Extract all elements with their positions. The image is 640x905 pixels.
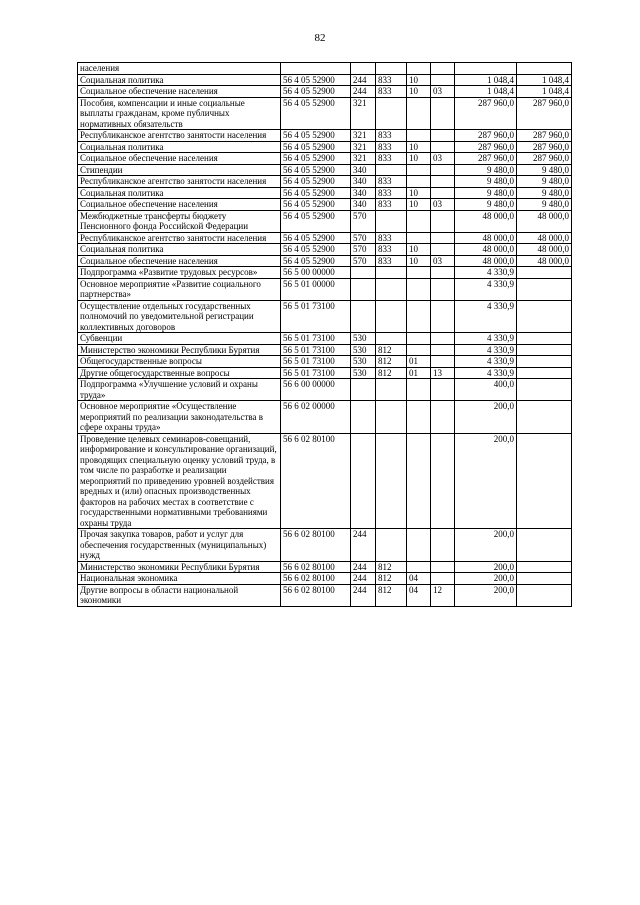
cell-subsection (431, 433, 455, 529)
table-row (78, 199, 572, 211)
cell-amount: 4 330,9 (455, 278, 517, 300)
cell-target-code: 56 4 05 52900 (281, 97, 351, 130)
table-row (78, 344, 572, 356)
cell-name: Общегосударственные вопросы (78, 356, 281, 368)
cell-expense-type: 570 (351, 244, 376, 256)
cell-expense-type (351, 379, 376, 401)
cell-subsection (431, 561, 455, 573)
cell-amount: 4 330,9 (455, 367, 517, 379)
cell-target-code: 56 5 01 00000 (281, 278, 351, 300)
cell-name: Национальная экономика (78, 573, 281, 585)
cell-amount-2 (517, 584, 572, 606)
cell-amount-2 (517, 356, 572, 368)
cell-expense-type: 244 (351, 573, 376, 585)
cell-amount: 9 480,0 (455, 176, 517, 188)
cell-amount: 200,0 (455, 529, 517, 562)
cell-amount-2: 287 960,0 (517, 141, 572, 153)
cell-section (407, 232, 431, 244)
cell-amount-2: 287 960,0 (517, 97, 572, 130)
table-row (78, 367, 572, 379)
cell-section (407, 529, 431, 562)
cell-target-code: 56 6 02 80100 (281, 529, 351, 562)
cell-target-code: 56 4 05 52900 (281, 164, 351, 176)
cell-section: 10 (407, 86, 431, 98)
cell-name: Министерство экономики Республики Бурятия (78, 344, 281, 356)
cell-amount-2: 287 960,0 (517, 153, 572, 165)
cell-section: 01 (407, 356, 431, 368)
cell-amount: 48 000,0 (455, 244, 517, 256)
cell-target-code: 56 6 02 80100 (281, 561, 351, 573)
cell-subsection: 03 (431, 153, 455, 165)
cell-admin-code: 833 (376, 187, 407, 199)
table-row (78, 255, 572, 267)
cell-subsection (431, 63, 455, 75)
cell-target-code: 56 4 05 52900 (281, 187, 351, 199)
cell-target-code: 56 6 02 80100 (281, 433, 351, 529)
cell-section (407, 379, 431, 401)
cell-expense-type: 244 (351, 74, 376, 86)
table-row (78, 356, 572, 368)
cell-admin-code: 833 (376, 199, 407, 211)
cell-admin-code (376, 164, 407, 176)
cell-subsection (431, 141, 455, 153)
cell-section (407, 433, 431, 529)
cell-admin-code: 812 (376, 584, 407, 606)
cell-amount: 4 330,9 (455, 267, 517, 279)
cell-expense-type: 321 (351, 153, 376, 165)
cell-amount: 4 330,9 (455, 333, 517, 345)
cell-amount: 287 960,0 (455, 130, 517, 142)
cell-amount: 4 330,9 (455, 300, 517, 333)
cell-target-code: 56 4 05 52900 (281, 74, 351, 86)
cell-expense-type: 244 (351, 529, 376, 562)
cell-admin-code (376, 278, 407, 300)
table-row (78, 379, 572, 401)
cell-subsection (431, 379, 455, 401)
cell-name: Социальное обеспечение населения (78, 199, 281, 211)
cell-amount: 48 000,0 (455, 255, 517, 267)
cell-amount-2 (517, 300, 572, 333)
table-row (78, 232, 572, 244)
cell-expense-type: 530 (351, 356, 376, 368)
cell-amount-2 (517, 367, 572, 379)
cell-amount: 9 480,0 (455, 199, 517, 211)
cell-subsection (431, 300, 455, 333)
cell-admin-code: 833 (376, 153, 407, 165)
cell-target-code: 56 4 05 52900 (281, 199, 351, 211)
cell-expense-type: 321 (351, 130, 376, 142)
cell-name: Социальное обеспечение населения (78, 153, 281, 165)
cell-subsection: 03 (431, 255, 455, 267)
cell-target-code: 56 5 01 73100 (281, 300, 351, 333)
cell-amount-2: 287 960,0 (517, 130, 572, 142)
cell-expense-type: 570 (351, 255, 376, 267)
cell-expense-type: 340 (351, 176, 376, 188)
cell-amount-2: 1 048,4 (517, 74, 572, 86)
cell-name: Министерство экономики Республики Бурятия (78, 561, 281, 573)
cell-section (407, 267, 431, 279)
cell-admin-code: 833 (376, 74, 407, 86)
cell-target-code: 56 6 00 00000 (281, 379, 351, 401)
table-row (78, 74, 572, 86)
table-row (78, 278, 572, 300)
cell-admin-code: 812 (376, 367, 407, 379)
cell-amount-2 (517, 433, 572, 529)
cell-admin-code (376, 333, 407, 345)
cell-subsection: 13 (431, 367, 455, 379)
cell-name: Стипендии (78, 164, 281, 176)
table-row (78, 573, 572, 585)
cell-section: 10 (407, 153, 431, 165)
cell-amount-2 (517, 529, 572, 562)
cell-subsection (431, 529, 455, 562)
cell-name: Прочая закупка товаров, работ и услуг для обеспечения государственных (муниципальных) нужд (78, 529, 281, 562)
cell-section (407, 344, 431, 356)
cell-subsection (431, 267, 455, 279)
cell-section (407, 97, 431, 130)
table-row (78, 86, 572, 98)
cell-name: Проведение целевых семинаров-совещаний, информирование и консультирование организаций, проводящих специальную оценку условий труда, в том числе по разработке и реализации мероприятий по приведению уровней воздействия вредных и (или) опасных производственных факторов на рабочих местах в соответствие с государственными нормативными требованиями охраны труда (78, 433, 281, 529)
cell-section (407, 333, 431, 345)
cell-section (407, 401, 431, 434)
cell-name: Социальная политика (78, 141, 281, 153)
cell-expense-type (351, 267, 376, 279)
cell-subsection (431, 232, 455, 244)
cell-target-code: 56 4 05 52900 (281, 141, 351, 153)
cell-name: Подпрограмма «Развитие трудовых ресурсов» (78, 267, 281, 279)
cell-subsection (431, 401, 455, 434)
cell-admin-code: 833 (376, 232, 407, 244)
cell-amount: 400,0 (455, 379, 517, 401)
cell-section (407, 63, 431, 75)
cell-name: Подпрограмма «Улучшение условий и охраны труда» (78, 379, 281, 401)
cell-expense-type: 321 (351, 97, 376, 130)
cell-subsection (431, 164, 455, 176)
cell-amount: 287 960,0 (455, 141, 517, 153)
cell-target-code: 56 5 01 73100 (281, 344, 351, 356)
cell-target-code: 56 4 05 52900 (281, 153, 351, 165)
cell-expense-type: 244 (351, 561, 376, 573)
table-row (78, 433, 572, 529)
cell-section: 10 (407, 199, 431, 211)
cell-expense-type: 530 (351, 333, 376, 345)
cell-amount-2 (517, 573, 572, 585)
cell-admin-code: 812 (376, 356, 407, 368)
cell-section: 10 (407, 141, 431, 153)
cell-section: 04 (407, 573, 431, 585)
cell-target-code: 56 5 00 00000 (281, 267, 351, 279)
cell-admin-code: 812 (376, 561, 407, 573)
cell-amount: 48 000,0 (455, 210, 517, 232)
cell-name: Основное мероприятие «Развитие социального партнерства» (78, 278, 281, 300)
table-row (78, 561, 572, 573)
table-row (78, 176, 572, 188)
cell-section (407, 278, 431, 300)
cell-amount: 9 480,0 (455, 164, 517, 176)
cell-name: Пособия, компенсации и иные социальные выплаты гражданам, кроме публичных нормативных обязательств (78, 97, 281, 130)
cell-target-code: 56 4 05 52900 (281, 176, 351, 188)
cell-expense-type (351, 300, 376, 333)
cell-admin-code: 833 (376, 86, 407, 98)
cell-subsection: 03 (431, 199, 455, 211)
page-number: 82 (314, 32, 326, 44)
cell-amount: 9 480,0 (455, 187, 517, 199)
cell-amount-2 (517, 379, 572, 401)
cell-amount-2: 9 480,0 (517, 176, 572, 188)
cell-amount: 48 000,0 (455, 232, 517, 244)
cell-amount-2: 48 000,0 (517, 210, 572, 232)
cell-target-code: 56 6 02 80100 (281, 573, 351, 585)
cell-target-code: 56 4 05 52900 (281, 130, 351, 142)
cell-subsection (431, 176, 455, 188)
cell-name: Другие вопросы в области национальной экономики (78, 584, 281, 606)
table-row (78, 333, 572, 345)
table-row (78, 300, 572, 333)
cell-section (407, 130, 431, 142)
cell-name: Социальная политика (78, 74, 281, 86)
cell-target-code (281, 63, 351, 75)
cell-target-code: 56 4 05 52900 (281, 232, 351, 244)
cell-section: 10 (407, 244, 431, 256)
cell-admin-code (376, 529, 407, 562)
cell-section (407, 164, 431, 176)
cell-admin-code (376, 379, 407, 401)
cell-subsection (431, 356, 455, 368)
cell-expense-type (351, 278, 376, 300)
cell-section (407, 176, 431, 188)
cell-amount: 287 960,0 (455, 97, 517, 130)
table-row (78, 584, 572, 606)
cell-admin-code: 833 (376, 176, 407, 188)
cell-name: Социальное обеспечение населения (78, 86, 281, 98)
cell-subsection (431, 97, 455, 130)
cell-amount: 4 330,9 (455, 344, 517, 356)
cell-expense-type: 530 (351, 344, 376, 356)
cell-amount-2 (517, 278, 572, 300)
cell-amount: 200,0 (455, 401, 517, 434)
cell-target-code: 56 5 01 73100 (281, 333, 351, 345)
cell-amount-2 (517, 333, 572, 345)
cell-expense-type (351, 401, 376, 434)
cell-name: населения (78, 63, 281, 75)
cell-amount-2: 1 048,4 (517, 86, 572, 98)
cell-name: Республиканское агентство занятости населения (78, 176, 281, 188)
table-row (78, 97, 572, 130)
cell-subsection (431, 187, 455, 199)
cell-amount: 1 048,4 (455, 74, 517, 86)
cell-admin-code: 833 (376, 255, 407, 267)
cell-amount-2: 9 480,0 (517, 187, 572, 199)
cell-amount-2 (517, 63, 572, 75)
cell-name: Республиканское агентство занятости населения (78, 232, 281, 244)
cell-subsection: 12 (431, 584, 455, 606)
cell-admin-code (376, 97, 407, 130)
cell-name: Социальное обеспечение населения (78, 255, 281, 267)
cell-admin-code: 812 (376, 573, 407, 585)
cell-section: 10 (407, 255, 431, 267)
cell-amount-2 (517, 344, 572, 356)
cell-target-code: 56 4 05 52900 (281, 255, 351, 267)
cell-amount: 200,0 (455, 584, 517, 606)
cell-admin-code (376, 401, 407, 434)
cell-section: 10 (407, 187, 431, 199)
cell-amount: 200,0 (455, 573, 517, 585)
cell-section: 01 (407, 367, 431, 379)
cell-expense-type: 570 (351, 210, 376, 232)
cell-section (407, 561, 431, 573)
table-row (78, 244, 572, 256)
cell-amount-2 (517, 267, 572, 279)
cell-name: Основное мероприятие «Осуществление мероприятий по реализации законодательства в сфере охраны труда» (78, 401, 281, 434)
table-body (78, 63, 572, 607)
cell-name: Социальная политика (78, 187, 281, 199)
cell-name: Субвенции (78, 333, 281, 345)
cell-admin-code (376, 267, 407, 279)
cell-target-code: 56 4 05 52900 (281, 244, 351, 256)
budget-table (77, 62, 572, 607)
cell-admin-code: 812 (376, 344, 407, 356)
cell-expense-type: 321 (351, 141, 376, 153)
cell-amount: 200,0 (455, 433, 517, 529)
cell-subsection (431, 130, 455, 142)
cell-expense-type: 530 (351, 367, 376, 379)
cell-subsection (431, 344, 455, 356)
cell-name: Осуществление отдельных государственных полномочий по уведомительной регистрации коллективных договоров (78, 300, 281, 333)
cell-subsection (431, 74, 455, 86)
cell-section: 04 (407, 584, 431, 606)
cell-admin-code: 833 (376, 130, 407, 142)
cell-amount-2: 9 480,0 (517, 199, 572, 211)
cell-name: Республиканское агентство занятости населения (78, 130, 281, 142)
table-row (78, 210, 572, 232)
cell-name: Другие общегосударственные вопросы (78, 367, 281, 379)
table-row (78, 267, 572, 279)
cell-amount: 4 330,9 (455, 356, 517, 368)
table-row (78, 153, 572, 165)
cell-section: 10 (407, 74, 431, 86)
cell-subsection (431, 333, 455, 345)
cell-expense-type: 340 (351, 164, 376, 176)
cell-section (407, 210, 431, 232)
cell-subsection (431, 573, 455, 585)
cell-expense-type (351, 63, 376, 75)
cell-admin-code (376, 433, 407, 529)
cell-subsection (431, 278, 455, 300)
cell-amount: 1 048,4 (455, 86, 517, 98)
cell-name: Социальная политика (78, 244, 281, 256)
cell-subsection (431, 210, 455, 232)
cell-expense-type: 570 (351, 232, 376, 244)
cell-expense-type: 244 (351, 86, 376, 98)
table-row (78, 164, 572, 176)
cell-target-code: 56 5 01 73100 (281, 356, 351, 368)
table-row (78, 63, 572, 75)
cell-subsection: 03 (431, 86, 455, 98)
cell-admin-code (376, 63, 407, 75)
cell-amount (455, 63, 517, 75)
cell-expense-type: 244 (351, 584, 376, 606)
cell-subsection (431, 244, 455, 256)
cell-admin-code: 833 (376, 141, 407, 153)
table-row (78, 401, 572, 434)
cell-name: Межбюджетные трансферты бюджету Пенсионного фонда Российской Федерации (78, 210, 281, 232)
cell-amount-2: 9 480,0 (517, 164, 572, 176)
cell-expense-type: 340 (351, 187, 376, 199)
cell-expense-type: 340 (351, 199, 376, 211)
cell-expense-type (351, 433, 376, 529)
cell-target-code: 56 4 05 52900 (281, 210, 351, 232)
cell-target-code: 56 5 01 73100 (281, 367, 351, 379)
table-row (78, 130, 572, 142)
cell-amount-2 (517, 561, 572, 573)
cell-section (407, 300, 431, 333)
cell-amount-2 (517, 401, 572, 434)
cell-target-code: 56 4 05 52900 (281, 86, 351, 98)
cell-target-code: 56 6 02 00000 (281, 401, 351, 434)
table-row (78, 187, 572, 199)
table-row (78, 529, 572, 562)
cell-admin-code: 833 (376, 244, 407, 256)
cell-amount-2: 48 000,0 (517, 232, 572, 244)
cell-amount: 287 960,0 (455, 153, 517, 165)
cell-amount: 200,0 (455, 561, 517, 573)
cell-admin-code (376, 300, 407, 333)
cell-amount-2: 48 000,0 (517, 255, 572, 267)
table-row (78, 141, 572, 153)
cell-amount-2: 48 000,0 (517, 244, 572, 256)
cell-admin-code (376, 210, 407, 232)
cell-target-code: 56 6 02 80100 (281, 584, 351, 606)
